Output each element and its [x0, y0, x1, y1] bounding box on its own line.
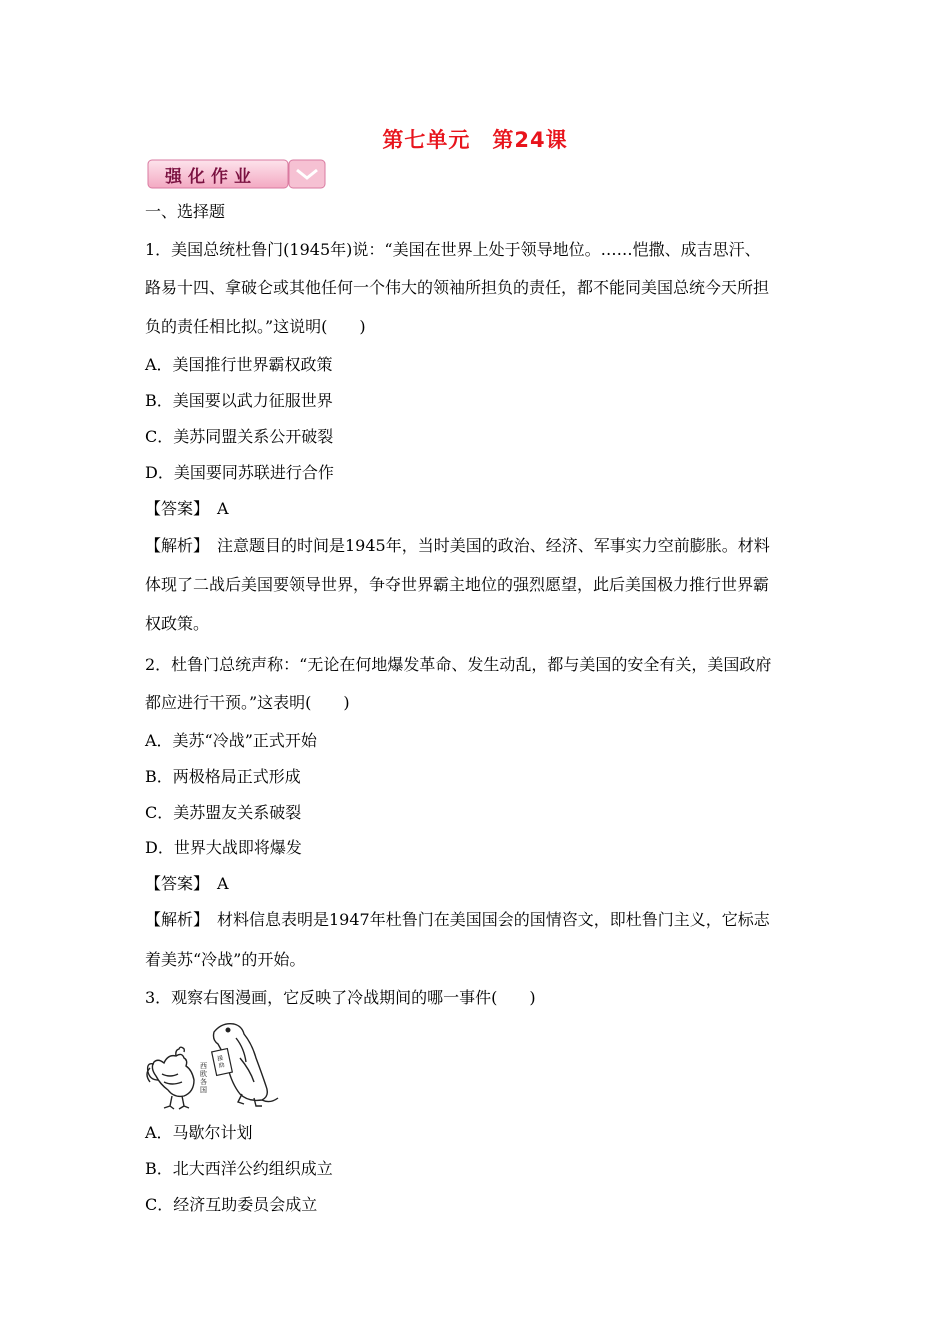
q2-stem-line: 2．杜鲁门总统声称：“无论在何地爆发革命、发生动乱，都与美国的安全有关，美国政府 — [145, 655, 772, 674]
q1-option-d: D．美国要同苏联进行合作 — [145, 463, 334, 482]
q1-option-b: B．美国要以武力征服世界 — [145, 391, 333, 410]
q2-analysis-line: 【解析】 材料信息表明是1947年杜鲁门在美国国会的国情咨文，即杜鲁门主义，它标志 — [145, 910, 770, 929]
q2-stem-line: 都应进行干预。”这表明( ) — [145, 693, 350, 712]
q1-analysis-line: 【解析】 注意题目的时间是1945年，当时美国的政治、经济、军事实力空前膨胀。材料 — [145, 536, 770, 555]
cold-war-cartoon — [144, 1018, 279, 1110]
svg-text:援助: 援助 — [216, 1054, 226, 1070]
q2-option-d: D．世界大战即将爆发 — [145, 838, 302, 857]
aid-document — [212, 1049, 233, 1076]
q2-option-b: B．两极格局正式形成 — [145, 767, 301, 786]
page-title: 第七单元 第24课 — [382, 128, 568, 152]
rooster-figure — [147, 1047, 194, 1109]
section-heading: 一、选择题 — [145, 202, 226, 221]
q2-option-a: A．美苏“冷战”正式开始 — [145, 731, 317, 750]
q1-stem-line: 1．美国总统杜鲁门(1945年)说：“美国在世界上处于领导地位。……恺撒、成吉思汗、 — [145, 240, 761, 259]
q1-analysis-line: 权政策。 — [145, 614, 210, 633]
q2-analysis-line: 着美苏“冷战”的开始。 — [145, 950, 306, 969]
q1-stem-line: 路易十四、拿破仑或其他任何一个伟大的领袖所担负的责任，都不能同美国总统今天所担 — [145, 278, 770, 297]
q1-option-c: C．美苏同盟关系公开破裂 — [145, 427, 334, 446]
q3-option-c: C．经济互助委员会成立 — [145, 1195, 318, 1214]
q3-option-b: B．北大西洋公约组织成立 — [145, 1159, 333, 1178]
q1-analysis-line: 体现了二战后美国要领导世界，争夺世界霸主地位的强烈愿望，此后美国极力推行世界霸 — [145, 575, 770, 594]
q1-option-a: A．美国推行世界霸权政策 — [145, 355, 333, 374]
q3-stem-line: 3．观察右图漫画，它反映了冷战期间的哪一事件( ) — [145, 988, 536, 1007]
cartoon-label-west-europe: 西欧各国 — [200, 1062, 207, 1094]
homework-banner — [147, 158, 327, 190]
q1-answer: 【答案】 A — [145, 499, 229, 518]
q1-stem-line: 负的责任相比拟。”这说明( ) — [145, 317, 366, 336]
q3-option-a: A．马歇尔计划 — [145, 1123, 253, 1142]
q2-answer: 【答案】 A — [145, 874, 229, 893]
banner-label: 强化作业 — [165, 167, 257, 187]
q2-option-c: C．美苏盟友关系破裂 — [145, 803, 302, 822]
